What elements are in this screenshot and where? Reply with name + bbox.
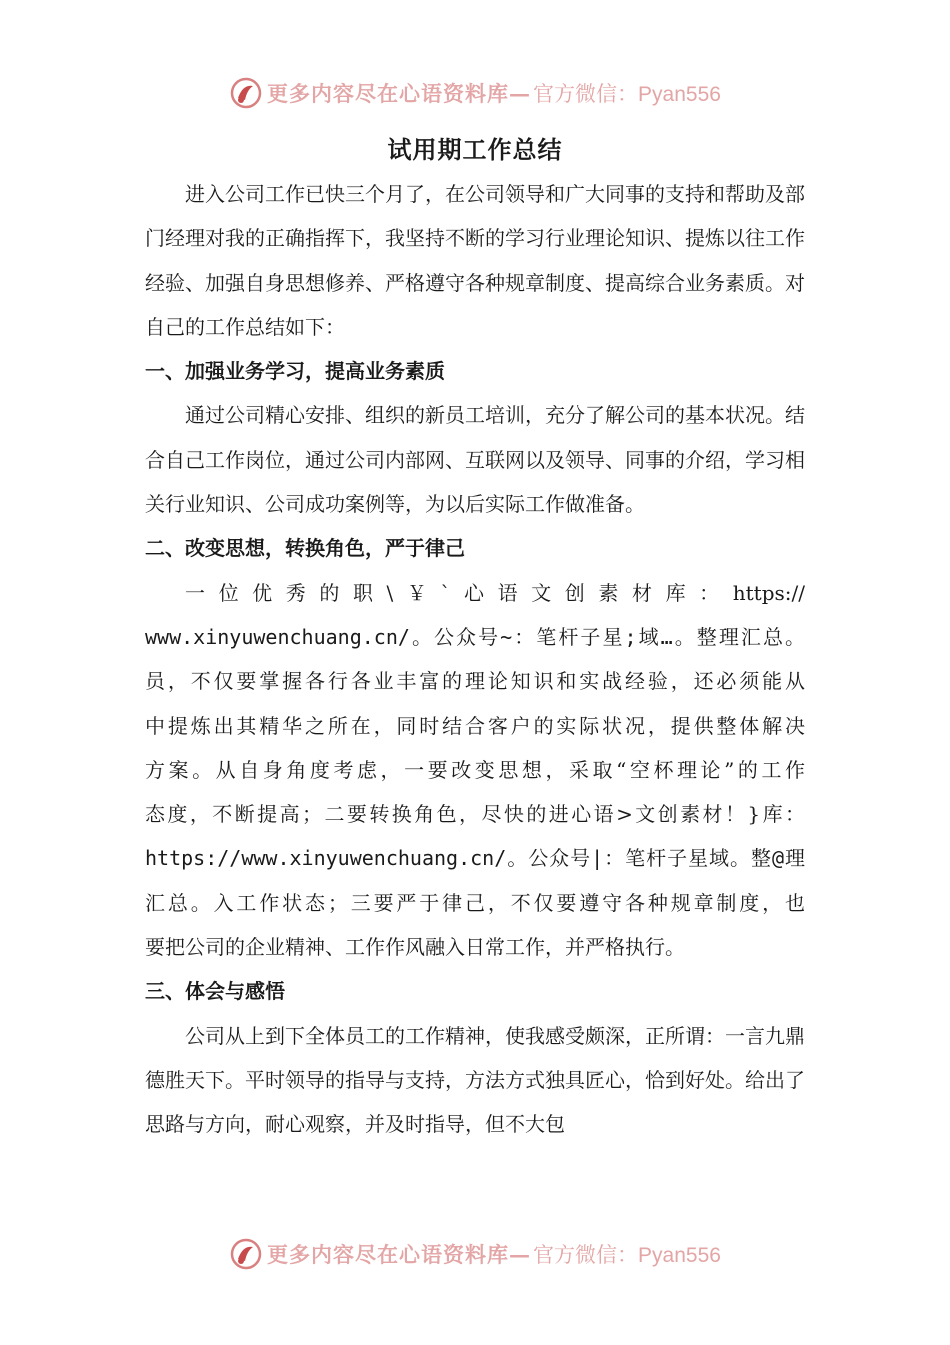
document-title: 试用期工作总结: [387, 136, 563, 164]
section-body-1: 通过公司精心安排、组织的新员工培训，充分了解公司的基本状况。结合自己工作岗位，通过公司内部网、互联网以及领导、同事的介绍，学习相关行业知识、公司成功案例等，为以后实际工作做准备。: [145, 403, 805, 517]
section-heading-1: 一、加强业务学习，提高业务素质: [145, 359, 445, 384]
section-body-2: [145, 571, 805, 970]
intro-paragraph: 进入公司工作已快三个月了，在公司领导和广大同事的支持和帮助及部门经理对我的正确指挥下，我坚持不断的学习行业理论知识、提炼以往工作经验、加强自身思想修养、严格遵守各种规章制度、提高综合业务素质。对自己的工作总结如下：: [145, 182, 805, 339]
banner-brand-text: 更多内容尽在心语资料库—: [267, 1242, 532, 1267]
section-2-line: 员，不仅要掌握各行各业丰富的理论知识和实战经验，还必须能从: [145, 669, 805, 694]
section-heading-3: 三、体会与感悟: [145, 979, 285, 1004]
section-heading-2: 二、改变思想，转换角色，严于律己: [145, 536, 465, 561]
brand-logo-icon: [229, 76, 263, 110]
banner-wechat-text: 官方微信：Pyan556: [533, 83, 721, 106]
section-2-line: 要把公司的企业精神、工作作风融入日常工作，并严格执行。: [145, 935, 685, 960]
brand-logo-icon: [229, 1237, 263, 1271]
section-2-line: www.xinyuwenchuang.cn/。公众号~：笔杆子星;域…。整理汇总。: [145, 624, 805, 649]
document-body: [145, 172, 805, 1147]
section-2-line: 一位优秀的职\￥`心语文创素材库：https://: [185, 580, 805, 605]
banner-brand-text: 更多内容尽在心语资料库—: [267, 81, 532, 106]
banner-wechat-text: 官方微信：Pyan556: [533, 1244, 721, 1267]
section-2-line: 中提炼出其精华之所在，同时结合客户的实际状况，提供整体解决: [145, 713, 805, 738]
section-2-line: 态度，不断提高；二要转换角色，尽快的进心语>文创素材！}库：: [145, 802, 805, 827]
footer-banner: [0, 1234, 950, 1274]
section-2-line: https://www.xinyuwenchuang.cn/。公众号|：笔杆子星域。整@理: [145, 846, 805, 871]
section-2-line: 方案。从自身角度考虑，一要改变思想，采取“空杯理论”的工作: [145, 757, 805, 782]
section-2-line: 汇总。入工作状态；三要严于律己，不仅要遵守各种规章制度，也: [145, 890, 805, 915]
section-body-3: 公司从上到下全体员工的工作精神，使我感受颇深，正所谓：一言九鼎德胜天下。平时领导的指导与支持，方法方式独具匠心，恰到好处。给出了思路与方向，耐心观察，并及时指导，但不大包: [145, 1023, 805, 1137]
header-banner: [0, 73, 950, 113]
